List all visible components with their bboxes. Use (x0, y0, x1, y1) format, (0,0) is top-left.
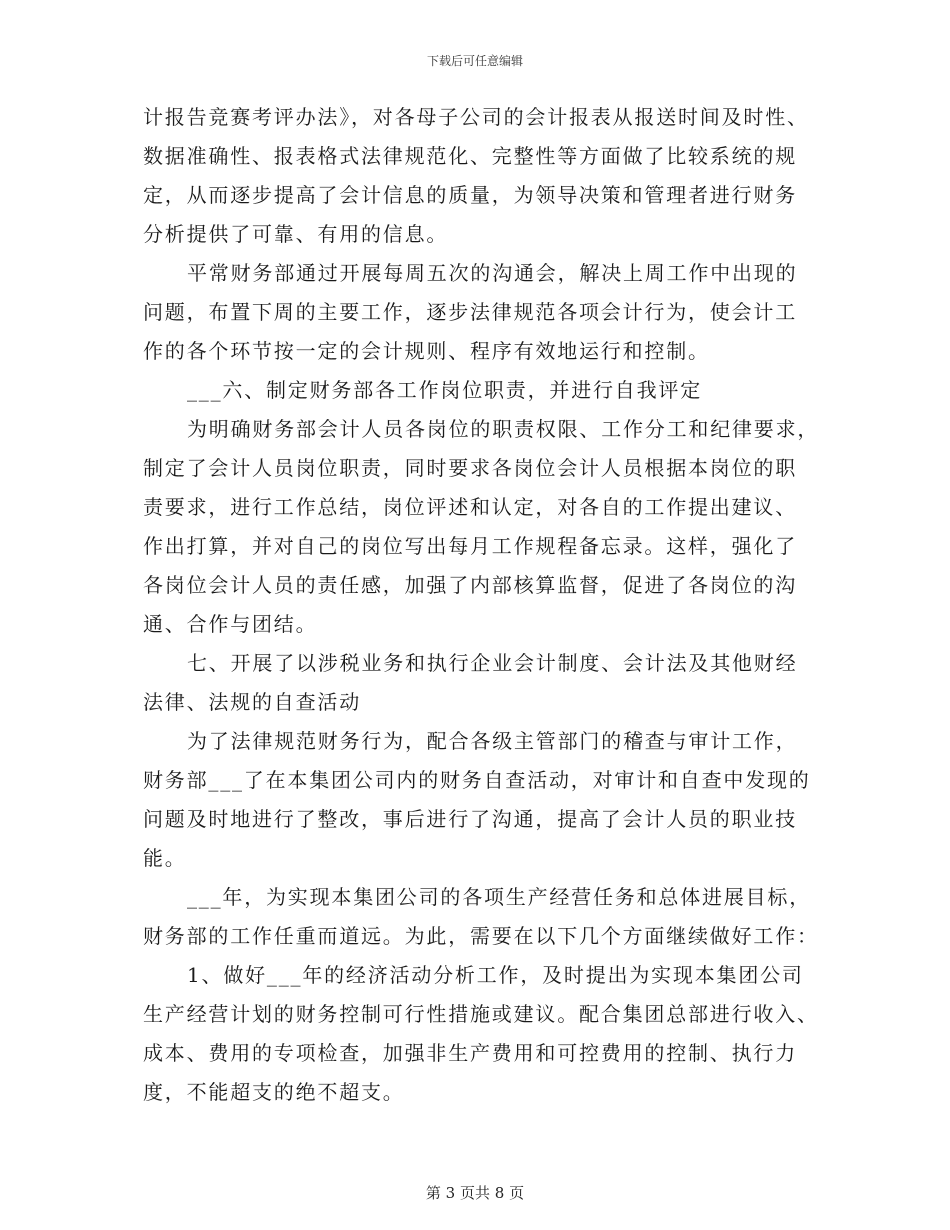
text-line: 分析提供了可靠、有用的信息。 (143, 222, 449, 246)
text-line: 财务部___了在本集团公司内的财务自查活动，对审计和自查中发现的 (143, 768, 811, 792)
text-line: 1、做好___年的经济活动分析工作，及时提出为实现本集团公司 (187, 963, 804, 987)
paragraph (143, 956, 819, 1112)
paragraph (143, 410, 820, 644)
text-line: 问题，布置下周的主要工作，逐步法律规范各项会计行为，使会计工 (143, 300, 797, 324)
text-line: 数据准确性、报表格式法律规范化、完整性等方面做了比较系统的规 (143, 144, 797, 168)
text-line: ___六、制定财务部各工作岗位职责，并进行自我评定 (187, 378, 702, 402)
section-heading (143, 371, 811, 410)
text-line: 制定了会计人员岗位职责，同时要求各岗位会计人员根据本岗位的职 (143, 456, 797, 480)
text-line: 法律、法规的自查活动 (143, 690, 361, 714)
text-line: 各岗位会计人员的责任感，加强了内部核算监督，促进了各岗位的沟 (143, 573, 797, 597)
text-line: 问题及时地进行了整改，事后进行了沟通，提高了会计人员的职业技 (143, 807, 797, 831)
text-line: 为明确财务部会计人员各岗位的职责权限、工作分工和纪律要求， (187, 417, 820, 441)
text-line: 平常财务部通过开展每周五次的沟通会，解决上周工作中出现的 (187, 261, 798, 285)
text-line: 责要求，进行工作总结，岗位评述和认定，对各自的工作提出建议、 (143, 495, 797, 519)
text-line: 能。 (143, 846, 187, 870)
section-heading (143, 644, 811, 722)
page-header: 下载后可任意编辑 (426, 54, 523, 68)
text-line: 七、开展了以涉税业务和执行企业会计制度、会计法及其他财经 (187, 651, 798, 675)
text-line: 作的各个环节按一定的会计规则、程序有效地运行和控制。 (143, 339, 710, 363)
paragraph (143, 722, 811, 878)
text-line: 为了法律规范财务行为，配合各级主管部门的稽查与审计工作， (187, 729, 798, 753)
paragraph (143, 98, 811, 254)
page-number: 第 3 页共 8 页 (425, 1184, 525, 1202)
text-line: 作出打算，并对自己的岗位写出每月工作规程备忘录。这样，强化了 (143, 534, 797, 558)
paragraph (143, 254, 811, 371)
text-line: 通、合作与团结。 (143, 612, 318, 636)
text-line: 度，不能超支的绝不超支。 (143, 1080, 405, 1104)
text-line: 财务部的工作任重而道远。为此，需要在以下几个方面继续做好工作： (143, 924, 819, 948)
paragraph (143, 878, 819, 956)
text-line: ___年，为实现本集团公司的各项生产经营任务和总体进展目标， (187, 885, 811, 909)
text-line: 定，从而逐步提高了会计信息的质量，为领导决策和管理者进行财务 (143, 183, 797, 207)
text-line: 计报告竞赛考评办法》，对各母子公司的会计报表从报送时间及时性、 (143, 105, 809, 129)
document-body (143, 98, 820, 1112)
text-line: 成本、费用的专项检查，加强非生产费用和可控费用的控制、执行力 (143, 1041, 797, 1065)
text-line: 生产经营计划的财务控制可行性措施或建议。配合集团总部进行收入、 (143, 1002, 819, 1026)
